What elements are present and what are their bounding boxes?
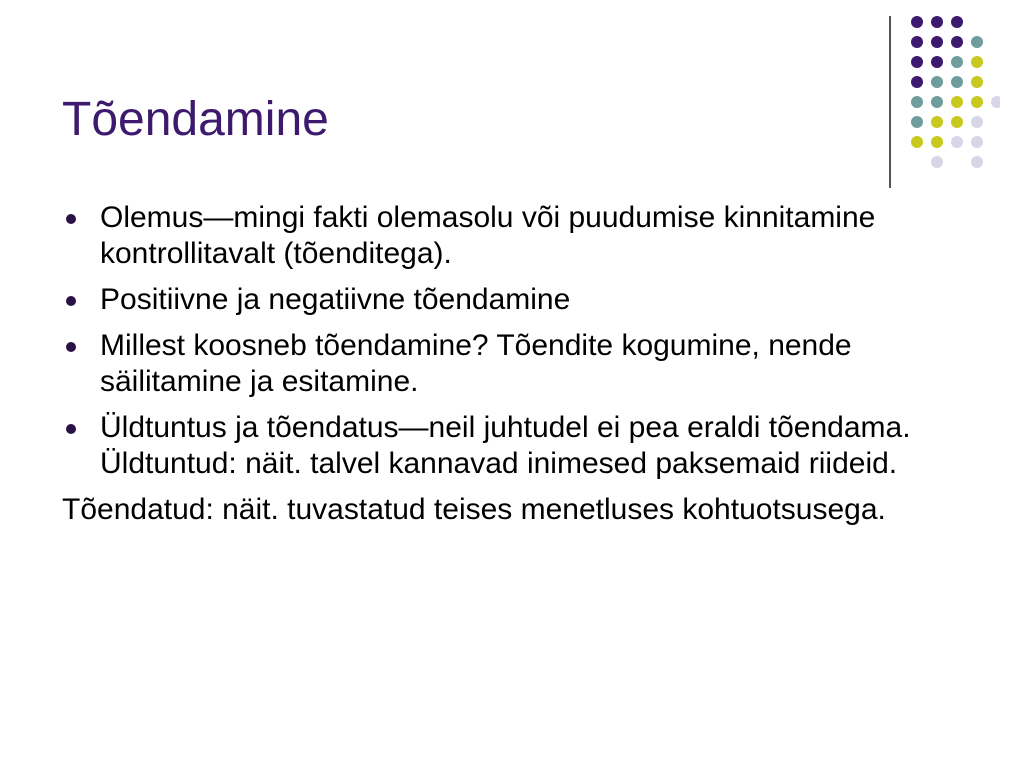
dot [971, 156, 983, 168]
dot [911, 36, 923, 48]
dot [951, 96, 963, 108]
title-divider-line [889, 16, 891, 188]
bullet-item-positiivne: Positiivne ja negatiivne tõendamine [62, 282, 982, 318]
dot [911, 16, 923, 28]
dot [911, 96, 923, 108]
dot [971, 136, 983, 148]
dot [971, 36, 983, 48]
dot [931, 116, 943, 128]
bullet-item-millest: Millest koosneb tõendamine? Tõendite kogumine, nende säilitamine ja esitamine. [62, 328, 982, 400]
slide-title: Tõendamine [62, 93, 329, 146]
dot [971, 56, 983, 68]
dot [911, 76, 923, 88]
dot-grid-graphic [900, 10, 1000, 170]
dot [951, 16, 963, 28]
dot [971, 96, 983, 108]
dot [931, 56, 943, 68]
dot [951, 36, 963, 48]
decorative-dot-grid [900, 10, 1000, 170]
dot [931, 36, 943, 48]
dot [911, 56, 923, 68]
dot [971, 76, 983, 88]
dot [931, 156, 943, 168]
dot [951, 56, 963, 68]
dot [931, 136, 943, 148]
bullet-item-olemus: Olemus—mingi fakti olemasolu või puudumise kinnitamine kontrollitavalt (tõenditega). [62, 200, 982, 272]
dot [911, 136, 923, 148]
dot [911, 116, 923, 128]
paragraph-toendatud: Tõendatud: näit. tuvastatud teises menetluses kohtuotsusega. [62, 493, 886, 526]
dot [931, 96, 943, 108]
dot [931, 16, 943, 28]
dot [951, 136, 963, 148]
dot [991, 96, 1000, 108]
dot [971, 116, 983, 128]
dot [931, 76, 943, 88]
dot [951, 116, 963, 128]
content-bullet-list [62, 200, 982, 538]
bullet-item-uldtuntus: Üldtuntus ja tõendatus—neil juhtudel ei pea eraldi tõendama. Üldtuntud: näit. talvel kannavad inimesed paksemaid riideid. [62, 410, 982, 482]
dot [951, 76, 963, 88]
